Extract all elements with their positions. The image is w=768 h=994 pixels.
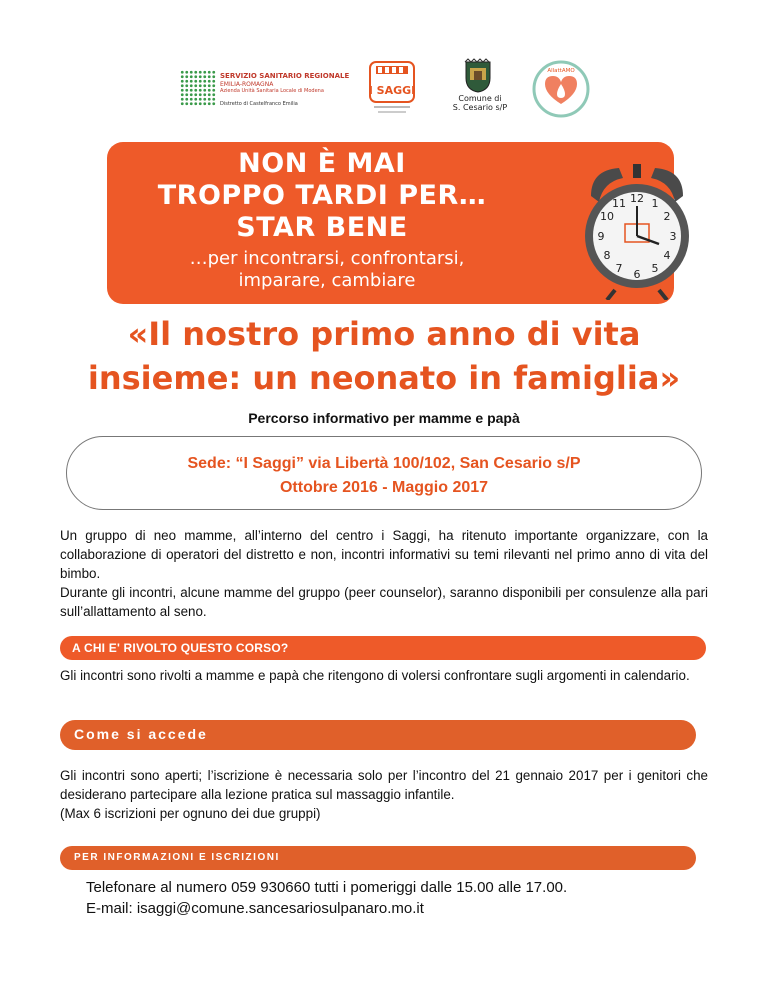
- comune-text: [452, 94, 508, 112]
- section-who-text: [60, 666, 708, 685]
- comune-line1: Comune di: [458, 94, 502, 103]
- ssr-line2: EMILIA-ROMAGNA: [220, 81, 274, 88]
- banner-title-line3: STAR BENE: [236, 212, 408, 243]
- main-title-line2: insieme: un neonato in famiglia»: [87, 359, 681, 397]
- banner-title-line1: NON È MAI: [238, 148, 406, 179]
- svg-text:1: 1: [651, 197, 659, 210]
- i-saggi-logo: [368, 60, 416, 116]
- allattamo-text: AllattAMO: [547, 68, 575, 74]
- svg-text:4: 4: [663, 249, 671, 262]
- section-access-paragraph-1: Gli incontri sono aperti; l’iscrizione è necessaria solo per l’incontro del 21 gennaio 2017 per i genitori che desiderano partecipare alla lezione pratica sul massaggio infantile.: [60, 768, 708, 802]
- svg-text:12: 12: [630, 192, 644, 205]
- intro-text: [60, 526, 708, 621]
- main-title-line1: «Il nostro primo anno di vita: [127, 315, 641, 353]
- section-who-heading: A CHI E' RIVOLTO QUESTO CORSO?: [72, 641, 289, 655]
- section-info-header: [60, 846, 696, 870]
- section-access-paragraph-2: (Max 6 iscrizioni per ognuno dei due gruppi): [60, 806, 321, 821]
- ssr-line4: Distretto di Castelfranco Emilia: [220, 101, 298, 107]
- ssr-grid-icon: [180, 70, 216, 106]
- banner-title-line2: TROPPO TARDI PER…: [157, 180, 487, 211]
- svg-text:8: 8: [603, 249, 611, 262]
- sede-address: Sede: “I Saggi” via Libertà 100/102, San Cesario s/P: [187, 455, 581, 472]
- intro-paragraph-1: Un gruppo di neo mamme, all’interno del centro i Saggi, ha ritenuto importante organizzare, con la collaborazione di operatori del distretto e non, incontri informativi su temi rilevanti nel primo anno di vita del bimbo.: [60, 528, 708, 581]
- subtitle: Percorso informativo per mamme e papà: [248, 410, 520, 426]
- section-access-text: [60, 766, 708, 823]
- intro-paragraph-2: Durante gli incontri, alcune mamme del gruppo (peer counselor), saranno disponibili per consulenze alla pari sull’allattamento al seno.: [60, 585, 708, 619]
- banner-subtitle-line2: imparare, cambiare: [238, 270, 416, 291]
- main-title: [40, 312, 728, 400]
- svg-text:11: 11: [612, 197, 626, 210]
- svg-text:2: 2: [663, 210, 671, 223]
- svg-text:7: 7: [615, 262, 623, 275]
- comune-logo: [448, 58, 508, 120]
- ssr-line1: SERVIZIO SANITARIO REGIONALE: [220, 72, 350, 80]
- banner-subtitle-line1: …per incontrarsi, confrontarsi,: [189, 248, 465, 269]
- ssr-logo: [180, 66, 350, 114]
- contact-phone: Telefonare al numero 059 930660 tutti i pomeriggi dalle 15.00 alle 17.00.: [86, 879, 568, 896]
- comune-crest-icon: [448, 58, 508, 94]
- svg-text:9: 9: [597, 230, 605, 243]
- section-who-paragraph: Gli incontri sono rivolti a mamme e papà che ritengono di volersi confrontare sugli argomenti in calendario.: [60, 668, 690, 683]
- svg-text:10: 10: [600, 210, 614, 223]
- section-info-heading: PER INFORMAZIONI E ISCRIZIONI: [74, 852, 280, 863]
- comune-line2: S. Cesario s/P: [452, 103, 508, 112]
- allattamo-logo: [532, 60, 590, 118]
- svg-text:5: 5: [651, 262, 659, 275]
- svg-text:3: 3: [669, 230, 677, 243]
- contact-email[interactable]: E-mail: isaggi@comune.sancesariosulpanaro.mo.it: [86, 900, 424, 917]
- svg-text:I SAGGI: I SAGGI: [368, 84, 416, 97]
- section-access-heading: Come si accede: [74, 726, 208, 742]
- sede-dates: Ottobre 2016 - Maggio 2017: [279, 479, 489, 496]
- section-access-header: [60, 720, 696, 750]
- sede-box: [66, 436, 702, 510]
- section-who-header: [60, 636, 706, 660]
- svg-text:6: 6: [633, 268, 641, 281]
- alarm-clock-icon: [577, 160, 697, 300]
- ssr-line3: Azienda Unità Sanitaria Locale di Modena: [220, 88, 324, 94]
